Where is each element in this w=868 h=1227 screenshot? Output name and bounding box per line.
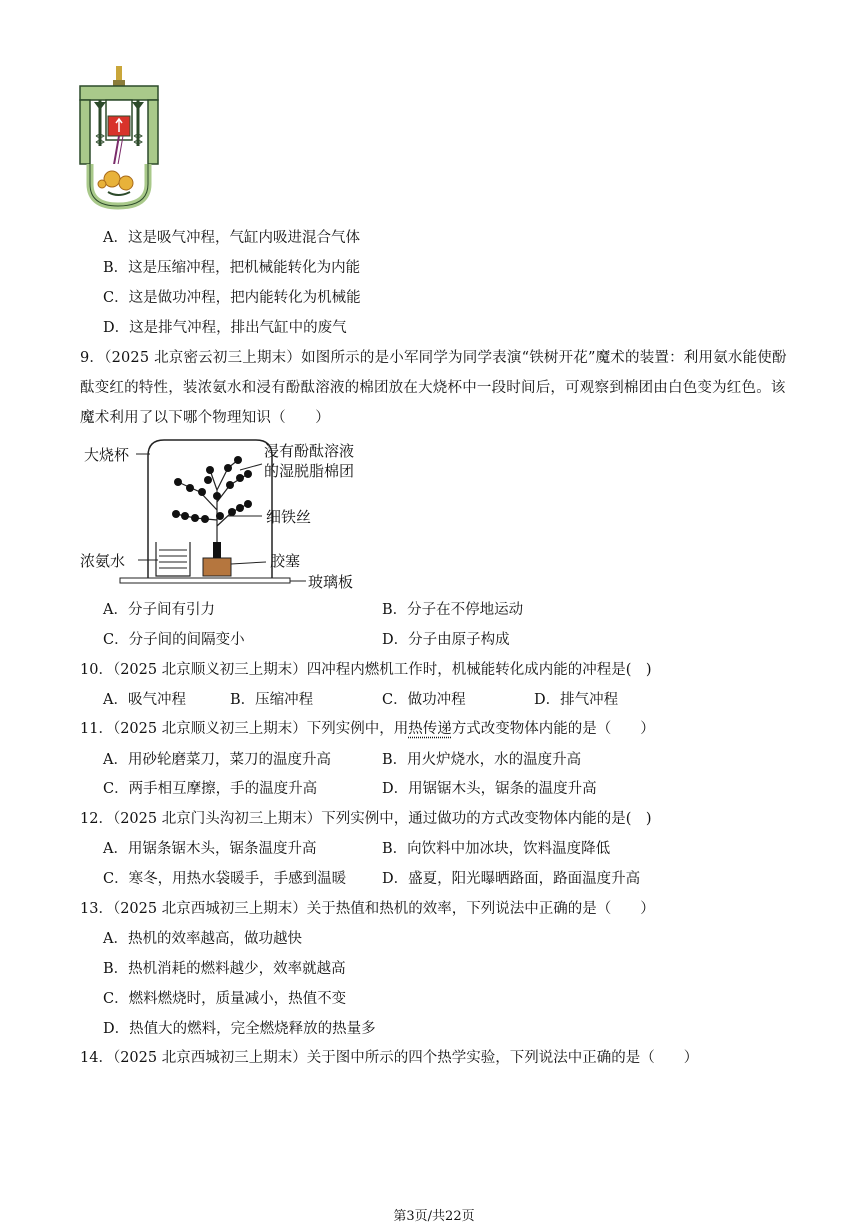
q12-option-d: D．盛夏，阳光曝晒路面，路面温度升高	[382, 871, 641, 887]
q9-option-d: D．分子由原子构成	[382, 632, 510, 648]
q8-option-c: C．这是做功冲程，把内能转化为机械能	[103, 290, 361, 306]
q14-stem: 14．（2025 北京西城初三上期末）关于图中所示的四个热学实验，下列说法中正确的是（ ）	[80, 1050, 699, 1066]
label-wire: 细铁丝	[266, 508, 312, 526]
q9-option-a: A．分子间有引力	[103, 602, 215, 618]
q8-option-d: D．这是排气冲程，排出气缸中的废气	[103, 320, 347, 336]
q10-option-a: A．吸气冲程	[103, 692, 186, 708]
q13-option-a: A．热机的效率越高，做功越快	[103, 931, 302, 947]
label-glass: 玻璃板	[308, 573, 354, 591]
label-beaker: 大烧杯	[84, 446, 130, 464]
q9-option-c: C．分子间的间隔变小	[103, 632, 245, 648]
q9-option-b: B．分子在不停地运动	[382, 602, 524, 618]
label-ammonia: 浓氨水	[80, 552, 126, 570]
q12-option-a: A．用锯条锯木头，锯条温度升高	[103, 841, 317, 857]
page-footer: 第3页/共22页	[393, 1209, 475, 1224]
label-stopper: 胶塞	[270, 552, 301, 570]
q10-option-c: C．做功冲程	[382, 692, 466, 708]
q11-stem	[80, 719, 655, 739]
q11-option-d: D．用锯锯木头，锯条的温度升高	[382, 781, 597, 797]
q10-option-b: B．压缩冲程	[230, 692, 314, 708]
q13-option-b: B．热机消耗的燃料越少，效率就越高	[103, 961, 346, 977]
q13-option-d: D．热值大的燃料，完全燃烧释放的热量多	[103, 1021, 376, 1037]
engine-figure	[78, 66, 160, 216]
q13-option-c: C．燃料燃烧时，质量减小，热值不变	[103, 991, 347, 1007]
q8-option-b: B．这是压缩冲程，把机械能转化为内能	[103, 260, 361, 276]
q12-stem: 12．（2025 北京门头沟初三上期末）下列实例中，通过做功的方式改变物体内能的是( )	[80, 811, 652, 827]
q13-stem: 13．（2025 北京西城初三上期末）关于热值和热机的效率，下列说法中正确的是（ ）	[80, 901, 655, 917]
q11-option-a: A．用砂轮磨菜刀，菜刀的温度升高	[103, 752, 331, 768]
q9-stem: 9．（2025 北京密云初三上期末）如图所示的是小军同学为同学表演“铁树开花”魔术的装置：利用氨水能使酚酞变红的特性，装浓氨水和浸有酚酞溶液的棉团放在大烧杯中一段时间后，可观察到棉团由白色变为红色。该魔术利用了以下哪个物理知识（ ）	[80, 350, 787, 426]
q10-option-d: D．排气冲程	[534, 692, 619, 708]
q11-option-c: C．两手相互摩擦，手的温度升高	[103, 781, 318, 797]
q12-option-c: C．寒冬，用热水袋暖手，手感到温暖	[103, 871, 347, 887]
q11-stem-post: 方式改变物体内能的是（ ）	[451, 721, 655, 737]
q11-option-b: B．用火炉烧水，水的温度升高	[382, 752, 582, 768]
q8-option-a: A．这是吸气冲程，气缸内吸进混合气体	[103, 230, 360, 246]
label-cotton-2: 的湿脱脂棉团	[264, 462, 355, 480]
q10-stem: 10．（2025 北京顺义初三上期末）四冲程内燃机工作时，机械能转化成内能的冲程是( )	[80, 662, 652, 678]
q11-stem-pre: 11．（2025 北京顺义初三上期末）下列实例中，用	[80, 721, 409, 737]
q9-figure	[80, 430, 380, 595]
label-cotton: 浸有酚酞溶液	[264, 442, 355, 460]
q12-option-b: B．向饮料中加冰块，饮料温度降低	[382, 841, 611, 857]
q11-stem-emphasis: 热传递	[408, 721, 452, 737]
